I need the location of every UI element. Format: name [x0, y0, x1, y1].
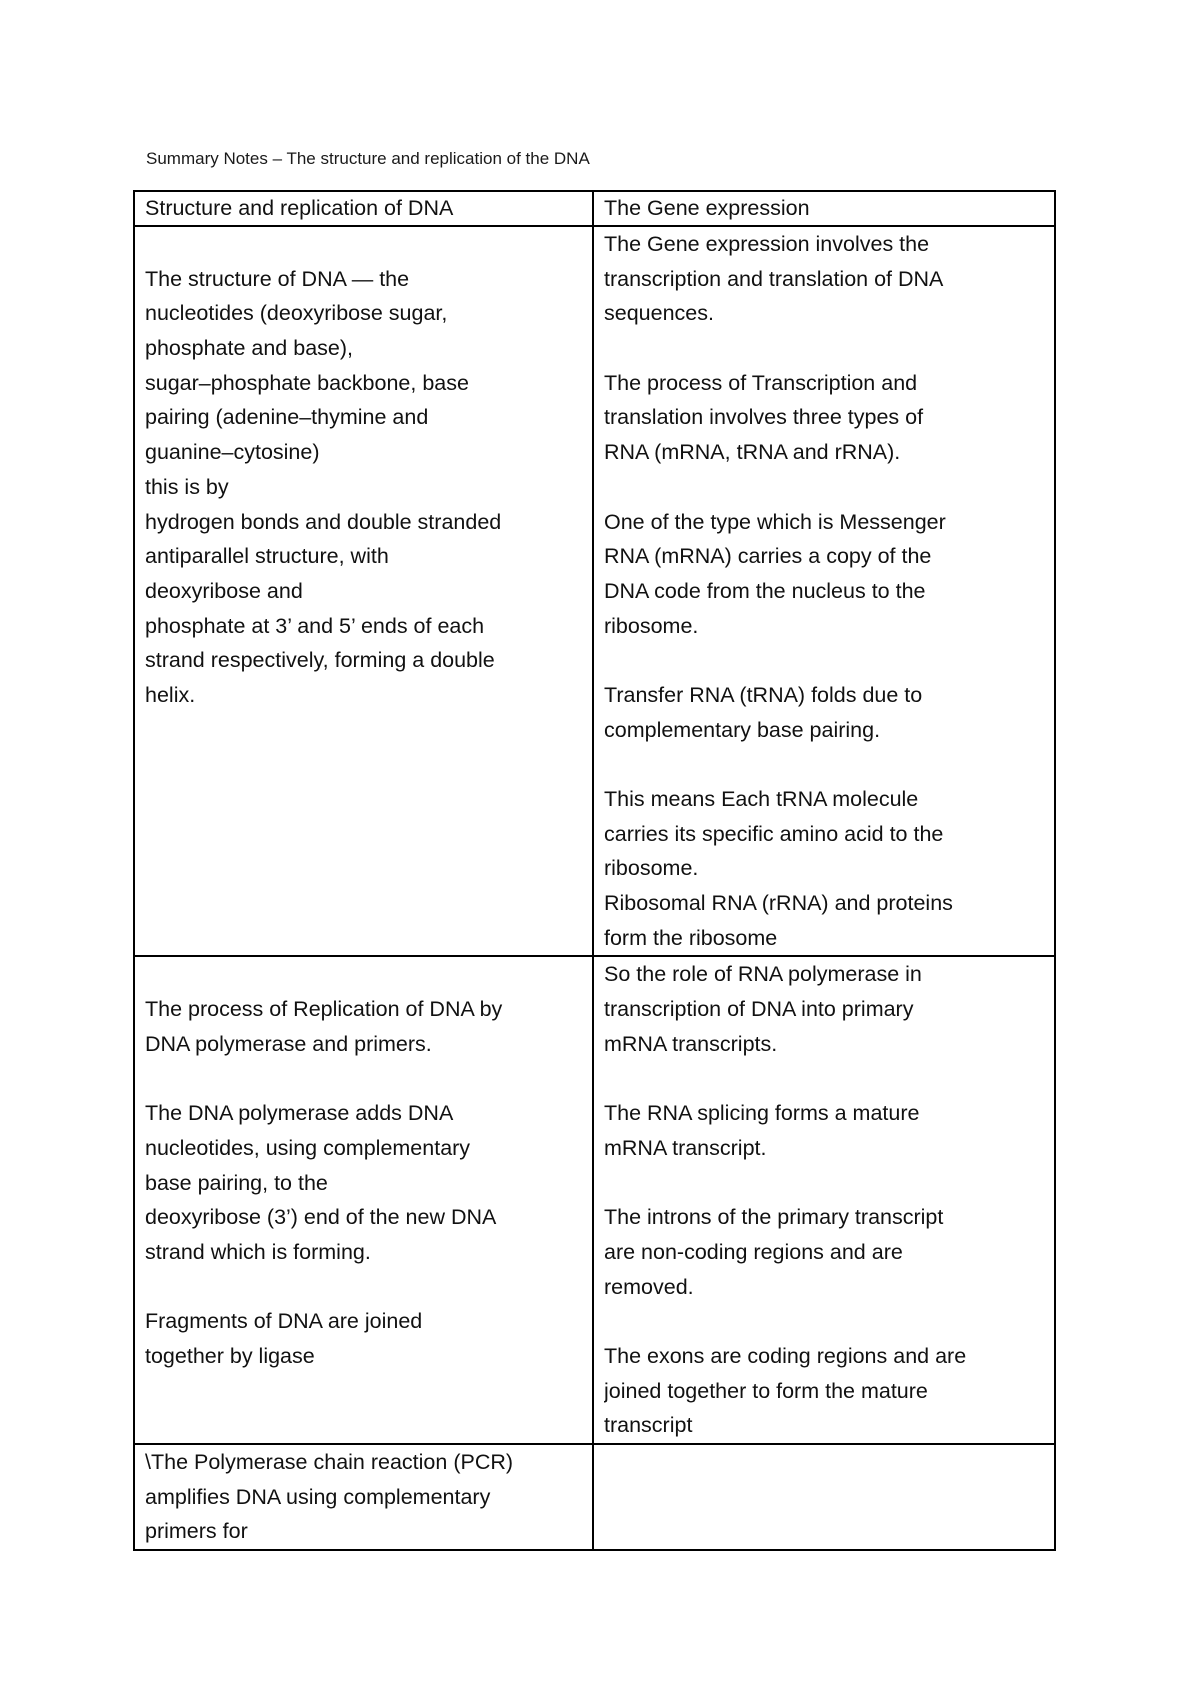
text-line: transcription and translation of DNA [604, 266, 944, 291]
text-line: This means Each tRNA molecule [604, 787, 919, 811]
text-line: ribosome. [604, 856, 699, 881]
text-line: are non-coding regions and are [604, 1239, 903, 1264]
text-line: strand which is forming. [145, 1239, 371, 1264]
text-line: The DNA polymerase adds DNA [145, 1101, 454, 1126]
text-line: amplifies DNA using complementary [145, 1484, 491, 1509]
text-line: together by ligase [145, 1344, 315, 1368]
text-line [145, 1062, 582, 1097]
table-row [134, 1444, 1055, 1550]
cell-pcr [134, 1444, 593, 1550]
text-line: deoxyribose and [145, 578, 303, 603]
text-line [604, 1166, 1044, 1201]
text-line: The structure of DNA — the [145, 266, 410, 291]
cell-dna-structure [134, 226, 593, 956]
text-line [604, 331, 1044, 366]
text-line: ribosome. [604, 613, 699, 638]
cell-rna-processing [593, 956, 1055, 1444]
text-line: pairing (adenine–thymine and [145, 405, 429, 430]
text-line: The introns of the primary transcript [604, 1205, 944, 1230]
text-line: antiparallel structure, with [145, 544, 389, 569]
text-line: One of the type which is Messenger [604, 509, 946, 534]
text-line: The process of Replication of DNA by [145, 997, 503, 1022]
text-line: carries its specific amino acid to the [604, 821, 944, 846]
column-header: The Gene expression [604, 196, 810, 220]
text-line: The exons are coding regions and are [604, 1344, 967, 1368]
table-row [134, 956, 1055, 1444]
text-line: \The Polymerase chain reaction (PCR) [145, 1450, 514, 1475]
text-line: The RNA splicing forms a mature [604, 1101, 920, 1126]
text-line: transcription of DNA into primary [604, 997, 914, 1022]
text-line [604, 1304, 1044, 1339]
text-line: DNA polymerase and primers. [145, 1031, 432, 1056]
cell-dna-replication [134, 956, 593, 1444]
text-line [604, 747, 1044, 782]
text-line: The Gene expression involves the [604, 232, 930, 256]
header-cell-gene-expression [593, 191, 1055, 226]
text-line: nucleotides (deoxyribose sugar, [145, 301, 448, 326]
text-line: base pairing, to the [145, 1170, 328, 1195]
text-line: helix. [145, 682, 196, 707]
text-line: Ribosomal RNA (rRNA) and proteins [604, 891, 953, 916]
text-line: complementary base pairing. [604, 717, 881, 742]
text-line: RNA (mRNA) carries a copy of the [604, 544, 932, 569]
text-line: guanine–cytosine) [145, 440, 320, 465]
column-header: Structure and replication of DNA [145, 196, 454, 220]
text-line [604, 643, 1044, 678]
text-line: The process of Transcription and [604, 370, 918, 395]
text-line [145, 227, 582, 262]
text-line: So the role of RNA polymerase in [604, 962, 922, 987]
notes-table [133, 190, 1056, 1551]
text-line [145, 1270, 582, 1305]
cell-gene-expression [593, 226, 1055, 956]
text-line: DNA code from the nucleus to the [604, 578, 926, 603]
text-line: transcript [604, 1413, 693, 1438]
text-line: form the ribosome [604, 925, 778, 950]
text-line: nucleotides, using complementary [145, 1135, 471, 1160]
text-line [145, 957, 582, 992]
cell-empty [593, 1444, 1055, 1550]
header-cell-structure [134, 191, 593, 226]
table-row [134, 226, 1055, 956]
text-line: phosphate and base), [145, 336, 353, 361]
text-line: sugar–phosphate backbone, base [145, 370, 469, 395]
table-header-row [134, 191, 1055, 226]
text-line: removed. [604, 1274, 694, 1299]
text-line [604, 470, 1044, 505]
text-line: strand respectively, forming a double [145, 648, 495, 673]
text-line: sequences. [604, 301, 714, 326]
text-line: Fragments of DNA are joined [145, 1309, 423, 1334]
text-line: hydrogen bonds and double stranded [145, 509, 502, 534]
text-line: deoxyribose (3’) end of the new DNA [145, 1205, 497, 1230]
text-line: RNA (mRNA, tRNA and rRNA). [604, 440, 901, 465]
text-line: mRNA transcript. [604, 1135, 767, 1160]
text-line: mRNA transcripts. [604, 1031, 778, 1056]
document-title: Summary Notes – The structure and replication of the DNA [146, 149, 590, 168]
text-line [604, 1062, 1044, 1097]
text-line: this is by [145, 474, 229, 499]
text-line: phosphate at 3’ and 5’ ends of each [145, 613, 485, 638]
text-line: Transfer RNA (tRNA) folds due to [604, 682, 923, 707]
text-line: primers for [145, 1519, 248, 1544]
text-line: joined together to form the mature [604, 1378, 928, 1403]
text-line: translation involves three types of [604, 405, 924, 430]
